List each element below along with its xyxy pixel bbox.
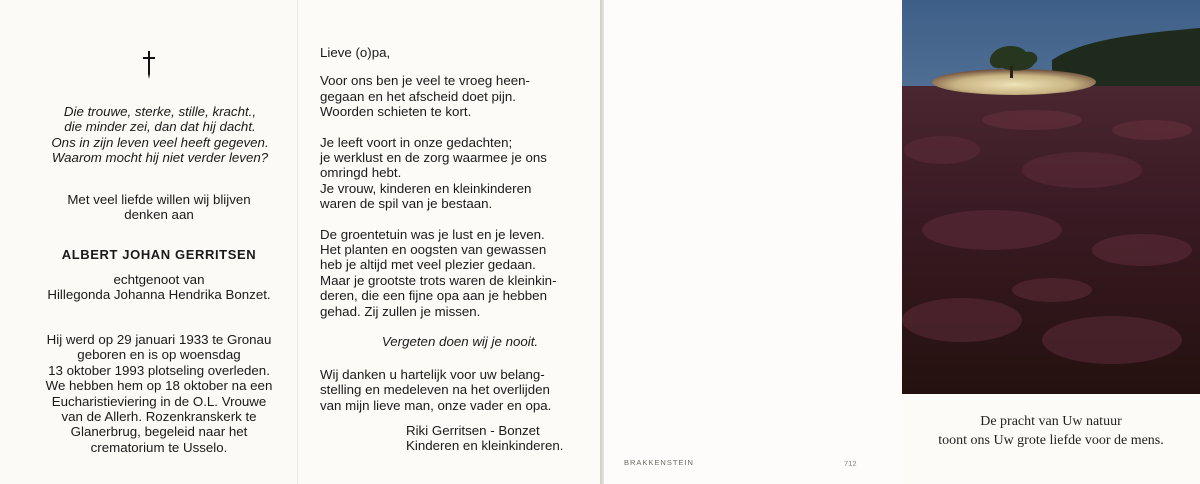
paragraph-3 [320,227,600,319]
left-panel [0,0,298,484]
thanks-note [320,367,600,413]
letter-line: gehad. Zij zullen je missen. [320,303,481,319]
signature-line: Kinderen en kleinkinderen. [406,438,564,454]
letter-panel [298,0,600,484]
intro-line: denken aan [124,207,194,223]
bio-line: We hebben hem op 18 oktober na een [45,378,273,394]
thanks-line: van mijn lieve man, onze vader en opa. [320,397,552,413]
bio-line: Eucharistieviering in de O.L. Vrouwe [51,393,267,409]
letter-line: Woorden schieten te kort. [320,104,472,120]
publisher-imprint: BRAKKENSTEIN [624,458,694,467]
bio-line: geboren en is op woensdag [77,347,241,363]
bio-line: Glanerbrug, begeleid naar het [70,424,248,440]
paragraph-2 [320,135,600,212]
letter-line: heb je altijd met veel plezier gedaan. [320,257,536,273]
poem-line: Waarom mocht hij niet verder leven? [51,150,269,166]
deceased-name: ALBERT JOHAN GERRITSEN [61,247,257,262]
spouse-line: echtgenoot van [113,272,205,287]
signature [406,423,596,454]
poem-line: die minder zei, dan dat hij dacht. [64,119,256,135]
back-panel [604,0,902,484]
heathland-photo [902,0,1200,394]
cross-icon-svg [142,50,156,80]
spouse-line: Hillegonda Johanna Hendrika Bonzet. [47,287,271,303]
greeting: Lieve (o)pa, [320,45,391,60]
paragraph-1 [320,73,600,119]
photo-caption [902,412,1200,450]
signature-line: Riki Gerritsen - Bonzet [406,423,540,438]
letter-line: Maar je grootste trots waren de kleinkin- [320,272,557,288]
letter-line: gegaan en het afscheid doet pijn. [320,88,516,104]
photo-panel [902,0,1200,484]
spouse-info [0,272,298,303]
intro-line: Met veel liefde willen wij blijven [67,192,251,207]
bio-line: 13 oktober 1993 plotseling overleden. [48,362,270,378]
memorial-poem [0,104,298,166]
thanks-line: Wij danken u hartelijk voor uw belang- [320,367,545,382]
letter-line: Voor ons ben je veel te vroeg heen- [320,73,530,89]
bio-line: van de Allerh. Rozenkranskerk te [61,409,257,425]
letter-line: Je leeft voort in onze gedachten; [320,134,513,150]
letter-line: Je vrouw, kinderen en kleinkinderen [320,180,532,196]
letter-line: deren, die een fijne opa aan je hebben [320,288,547,304]
poem-line: Ons in zijn leven veel heeft gegeven. [51,134,269,150]
closing-line: Vergeten doen wij je nooit. [381,334,539,350]
biography [0,332,298,455]
caption-line: toont ons Uw grote liefde voor de mens. [938,433,1164,448]
caption-line: De pracht van Uw natuur [980,414,1122,429]
bio-line: Hij werd op 29 januari 1933 te Gronau [46,332,272,347]
thanks-line: stelling en medeleven na het overlijden [320,382,550,398]
letter-line: waren de spil van je bestaan. [320,196,493,212]
cross-icon [0,50,298,85]
letter-line: omringd hebt. [320,165,402,181]
letter-line: De groentetuin was je lust en je leven. [320,226,545,242]
letter-line: Het planten en oogsten van gewassen [320,242,547,258]
letter-line: je werklust en de zorg waarmee je ons [320,150,547,166]
bio-line: crematorium te Usselo. [90,439,228,455]
print-code: 712 [844,459,857,468]
remembrance-intro [0,192,298,223]
poem-line: Die trouwe, sterke, stille, kracht., [63,104,257,119]
letter-body [320,45,600,350]
